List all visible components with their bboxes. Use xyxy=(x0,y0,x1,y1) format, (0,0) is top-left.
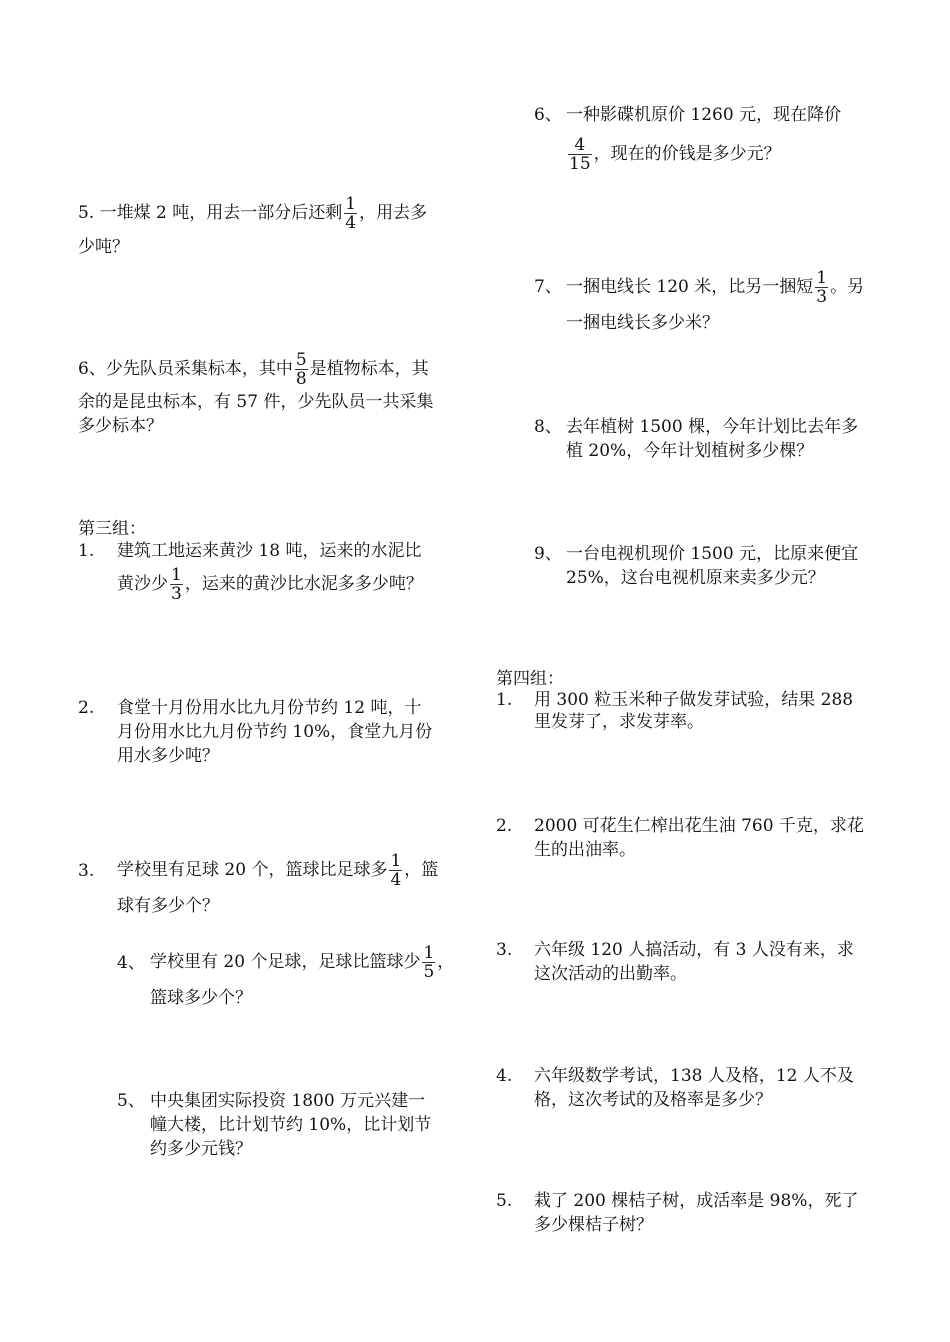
problem-text: 中央集团实际投资 1800 万元兴建一 xyxy=(150,1091,426,1111)
fraction-numerator: 4 xyxy=(574,134,586,155)
fraction xyxy=(295,351,308,388)
problem-text: 里发芽了，求发芽率。 xyxy=(534,712,704,732)
problem-text: 用 300 粒玉米种子做发芽试验，结果 288 xyxy=(534,690,854,710)
problem-text: 六年级 120 人搞活动，有 3 人没有来，求 xyxy=(534,940,854,960)
fraction xyxy=(344,195,357,232)
fraction-numerator: 1 xyxy=(816,267,828,288)
fraction-numerator: 1 xyxy=(390,850,402,871)
problem-text: 是植物标本，其 xyxy=(309,359,429,379)
problem-text: 植 20%，今年计划植树多少棵？ xyxy=(566,441,814,461)
problem-group4-1 xyxy=(534,689,879,733)
problem-line xyxy=(78,192,468,234)
fraction xyxy=(389,852,402,889)
problem-line xyxy=(117,562,467,606)
problem-text: ，运来的黄沙比水泥多多少吨？ xyxy=(184,574,423,594)
problem-text: 格，这次考试的及格率是多少？ xyxy=(534,1090,772,1110)
problem-right-9 xyxy=(566,542,886,590)
group-title-3: 第三组： xyxy=(78,519,146,539)
problem-line xyxy=(117,848,467,892)
fraction xyxy=(170,566,183,603)
problem-text: 多少棵桔子树？ xyxy=(534,1215,653,1235)
problem-group4-3 xyxy=(534,938,879,986)
problem-text: 5. 一堆煤 2 吨，用去一部分后还剩 xyxy=(78,203,343,223)
problem-right-7 xyxy=(566,265,886,337)
problem-group3-4 xyxy=(150,940,470,1012)
problem-line xyxy=(566,265,886,309)
problem-text: 一种影碟机原价 1260 元，现在降价 xyxy=(566,105,842,125)
problem-text: 栽了 200 棵桔子树，成活率是 98%，死了 xyxy=(534,1191,859,1211)
problem-text: 学校里有 20 个足球，足球比篮球少 xyxy=(150,952,421,972)
problem-number: 3. xyxy=(496,940,513,960)
problem-text: 少吨？ xyxy=(78,237,129,257)
problem-number: 2. xyxy=(496,816,513,836)
problem-text: ，现在的价钱是多少元？ xyxy=(593,144,781,164)
fraction xyxy=(422,944,435,981)
problem-line xyxy=(78,348,468,390)
problem-number: 5、 xyxy=(117,1091,145,1111)
problem-number: 1. xyxy=(496,690,513,710)
fraction-denominator: 3 xyxy=(816,286,828,307)
problem-text: 幢大楼，比计划节约 10%，比计划节 xyxy=(150,1115,432,1135)
problem-right-6 xyxy=(566,102,886,174)
fraction-numerator: 1 xyxy=(171,564,182,585)
problem-text: 六年级数学考试，138 人及格，12 人不及 xyxy=(534,1066,854,1086)
fraction-denominator: 8 xyxy=(295,368,307,389)
problem-text: 余的是昆虫标本，有 57 件，少先队员一共采集 xyxy=(78,392,434,412)
problem-text: 用水多少吨？ xyxy=(117,746,219,766)
problem-text: 去年植树 1500 棵，今年计划比去年多 xyxy=(566,417,859,437)
problem-group3-1 xyxy=(117,540,467,606)
fraction-denominator: 15 xyxy=(569,153,591,174)
fraction-numerator: 5 xyxy=(295,349,307,370)
problem-group4-2 xyxy=(534,814,879,862)
problem-group3-3 xyxy=(117,848,467,920)
problem-group3-2 xyxy=(117,696,462,768)
group-title-4: 第四组： xyxy=(496,669,564,689)
fraction xyxy=(568,136,592,173)
fraction-denominator: 5 xyxy=(423,961,435,982)
problem-text: 一台电视机现价 1500 元，比原来便宜 xyxy=(566,544,859,564)
problem-text: 25%，这台电视机原来卖多少元？ xyxy=(566,568,825,588)
problem-text: 这次活动的出勤率。 xyxy=(534,964,687,984)
problem-text: 一捆电线长多少米？ xyxy=(566,313,719,333)
problem-text: 黄沙少 xyxy=(117,574,168,594)
problem-text: 篮球多少个？ xyxy=(150,988,252,1008)
problem-number: 4. xyxy=(496,1066,513,1086)
fraction-denominator: 3 xyxy=(171,583,182,604)
problem-group4-4 xyxy=(534,1064,879,1112)
problem-number: 2. xyxy=(78,698,95,718)
problem-number: 9、 xyxy=(534,544,562,564)
problem-left-6 xyxy=(78,348,468,438)
problem-text: ，篮 xyxy=(404,860,439,880)
problem-text: 建筑工地运来黄沙 18 吨，运来的水泥比 xyxy=(117,541,422,561)
fraction-numerator: 1 xyxy=(345,193,357,214)
problem-text: 。另 xyxy=(830,277,865,297)
problem-text: 6、少先队员采集标本，其中 xyxy=(78,359,293,379)
problem-number: 1. xyxy=(78,541,95,561)
problem-number: 6、 xyxy=(534,105,562,125)
problem-right-8 xyxy=(566,415,886,463)
fraction-numerator: 1 xyxy=(423,942,435,963)
problem-text: 一捆电线长 120 米，比另一捆短 xyxy=(566,277,814,297)
problem-number: 3. xyxy=(78,861,95,881)
fraction xyxy=(815,269,828,306)
problem-text: 约多少元钱？ xyxy=(150,1139,252,1159)
problem-number: 8、 xyxy=(534,417,562,437)
problem-text: 球有多少个？ xyxy=(117,896,219,916)
problem-left-5 xyxy=(78,192,468,260)
problem-group3-5 xyxy=(150,1089,462,1161)
problem-text: ，用去多 xyxy=(359,203,428,223)
problem-number: 4、 xyxy=(117,953,145,973)
problem-text: 多少标本？ xyxy=(78,416,163,436)
problem-text: ， xyxy=(437,952,455,972)
fraction-denominator: 4 xyxy=(390,869,402,890)
problem-number: 5. xyxy=(496,1191,513,1211)
fraction-denominator: 4 xyxy=(345,212,357,233)
problem-group4-5 xyxy=(534,1189,879,1237)
problem-text: 生的出油率。 xyxy=(534,840,636,860)
problem-number: 7、 xyxy=(534,277,562,297)
problem-line xyxy=(566,128,906,180)
problem-text: 月份用水比九月份节约 10%，食堂九月份 xyxy=(117,722,433,742)
problem-text: 2000 可花生仁榨出花生油 760 千克，求花 xyxy=(534,816,864,836)
problem-text: 食堂十月份用水比九月份节约 12 吨，十 xyxy=(117,698,422,718)
problem-text: 学校里有足球 20 个，篮球比足球多 xyxy=(117,860,388,880)
problem-line xyxy=(150,940,470,984)
